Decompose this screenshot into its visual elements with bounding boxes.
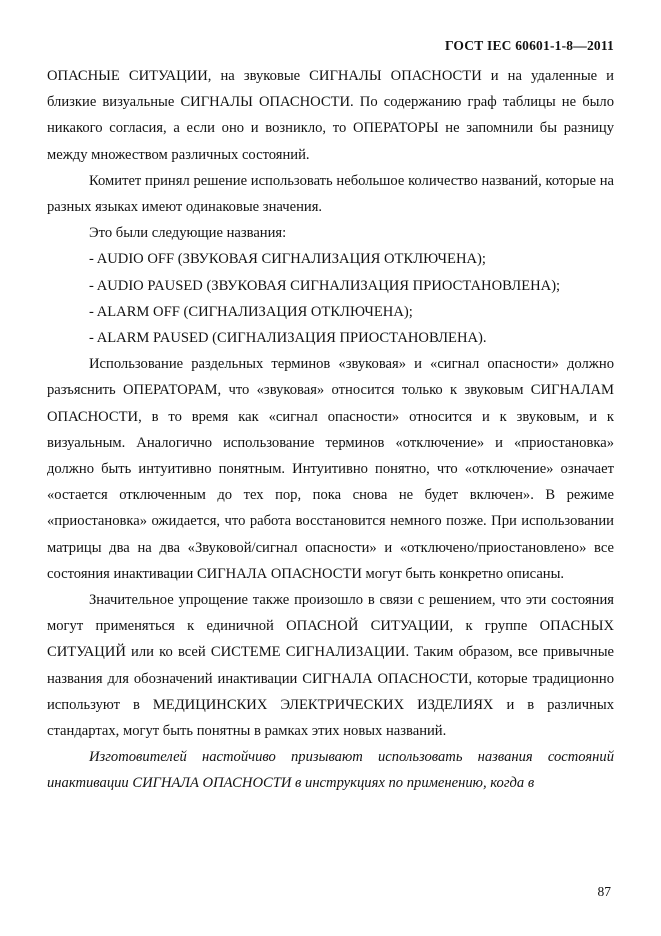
paragraph-committee-decision: Комитет принял решение использовать небольшое количество названий, которые на разных языках имеют одинаковые значения. [47,172,614,216]
paragraph-list-intro: Это были следующие названия: [89,225,287,242]
list-item: - ALARM PAUSED (СИГНАЛИЗАЦИЯ ПРИОСТАНОВЛЕНА). [89,330,487,347]
paragraph-terms-usage: Использование раздельных терминов «звуковая» и «сигнал опасности» должно разъяснить ОПЕРАТОРАМ, что «звуковая» относится только к звуковым СИГНАЛАМ ОПАСНОСТИ, в то время как «сигнал опасности» относится и к звуковым, и к визуальным. Аналогично использование терминов «отключение» и «приостановка» должно быть интуитивно понятным. Интуитивно понятно, что «отключение» означает «остается отключенным до тех пор, пока снова не будет включен». В режиме «приостановка» ожидается, что работа восстановится немного позже. При использовании матрицы два на два «Звуковой/сигнал опасности» и «отключено/приостановлено» все состояния инактивации СИГНАЛА ОПАСНОСТИ могут быть конкретно описаны. [47,356,614,582]
paragraph-manufacturers-note: Изготовителей настойчиво призывают использовать названия состояний инактивации СИГНАЛА ОПАСНОСТИ в инструкциях по применению, когда в [47,749,614,792]
paragraph-continuation: ОПАСНЫЕ СИТУАЦИИ, на звуковые СИГНАЛЫ ОПАСНОСТИ и на удаленные и близкие визуальные СИГНАЛЫ ОПАСНОСТИ. По содержанию граф таблицы не было никакого согласия, а если оно и возникло, то ОПЕРАТОРЫ не запомнили бы разницу между множеством различных состояний. [47,68,614,163]
paragraph-simplification: Значительное упрощение также произошло в связи с решением, что эти состояния могут применяться к единичной ОПАСНОЙ СИТУАЦИИ, к группе ОПАСНЫХ СИТУАЦИЙ или ко всей СИСТЕМЕ СИГНАЛИЗАЦИИ. Таким образом, все привычные названия для обозначений инактивации СИГНАЛА ОПАСНОСТИ, которые традиционно используют в МЕДИЦИНСКИХ ЭЛЕКТРИЧЕСКИХ ИЗДЕЛИЯХ и в различных стандартах, могут быть понятны в рамках этих новых названий. [47,592,614,740]
document-header: ГОСТ IEC 60601-1-8—2011 [444,38,614,53]
page-number: 87 [597,884,611,899]
list-item: - AUDIO OFF (ЗВУКОВАЯ СИГНАЛИЗАЦИЯ ОТКЛЮЧЕНА); [89,251,486,268]
list-item: - ALARM OFF (СИГНАЛИЗАЦИЯ ОТКЛЮЧЕНА); [89,303,413,320]
document-body [47,63,614,797]
list-item: - AUDIO PAUSED (ЗВУКОВАЯ СИГНАЛИЗАЦИЯ ПРИОСТАНОВЛЕНА); [89,277,561,294]
